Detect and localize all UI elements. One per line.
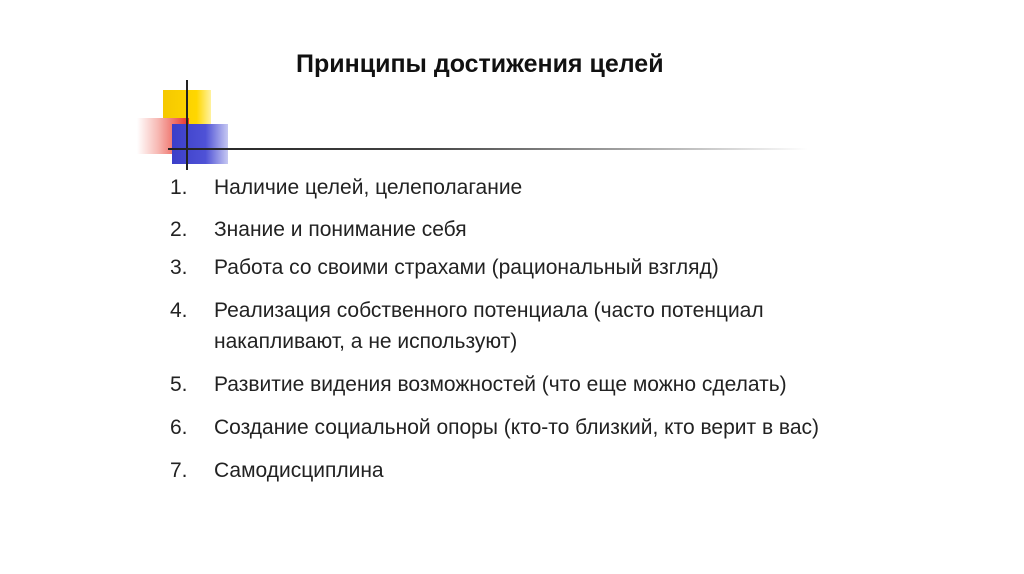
list-item — [170, 455, 870, 486]
decorative-blue-square — [172, 124, 228, 164]
list-item-number: 2. — [170, 218, 188, 241]
list-item-number: 3. — [170, 256, 188, 279]
list-item — [170, 172, 870, 203]
list-item-number: 4. — [170, 299, 188, 322]
list-item-text: Знание и понимание себя — [214, 218, 467, 241]
decorative-horizontal-line — [168, 148, 808, 150]
list-item-text: Реализация собственного потенциала (часто потенциал накапливают, а не используют) — [214, 299, 764, 353]
list-item-text: Работа со своими страхами (рациональный взгляд) — [214, 256, 719, 279]
list-item — [170, 214, 870, 245]
list-item — [170, 295, 870, 357]
list-item — [170, 252, 870, 283]
list-item-number: 7. — [170, 459, 188, 482]
list-item — [170, 369, 870, 400]
list-item — [170, 412, 870, 443]
decorative-vertical-line — [186, 80, 188, 170]
list-item-text: Наличие целей, целеполагание — [214, 176, 523, 199]
principles-list — [170, 172, 870, 486]
slide-title: Принципы достижения целей — [296, 50, 664, 78]
list-item-text: Самодисциплина — [214, 459, 384, 482]
list-item-text: Развитие видения возможностей (что еще можно сделать) — [214, 373, 787, 396]
list-item-number: 5. — [170, 373, 188, 396]
list-item-number: 1. — [170, 176, 188, 199]
list-item-number: 6. — [170, 416, 188, 439]
list-item-text: Создание социальной опоры (кто-то близкий, кто верит в вас) — [214, 416, 820, 439]
